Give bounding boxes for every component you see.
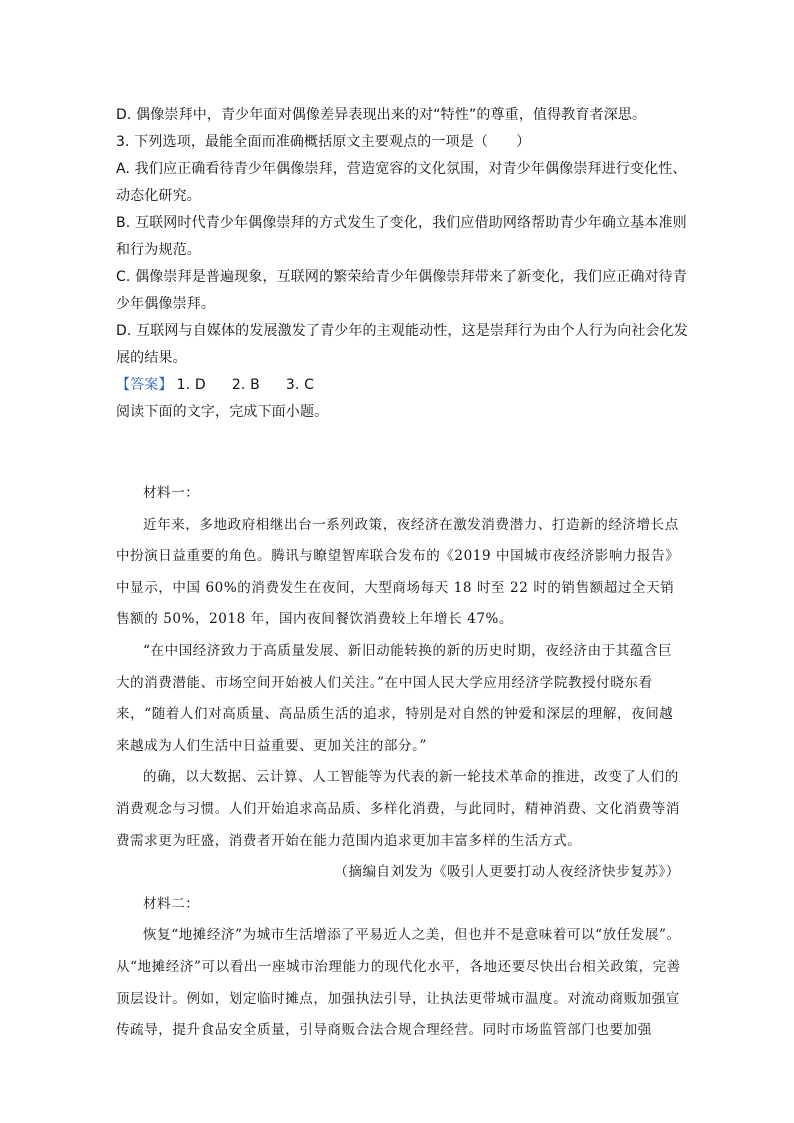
answer-item-1: 1. D xyxy=(176,377,206,393)
reading-materials xyxy=(116,478,684,1047)
material2-paragraph: 恢复“地摊经济”为城市生活增添了平易近人之美，但也并不是意味着可以“放任发展”。从“地摊经济”可以看出一座城市治理能力的现代化水平，各地还要尽快出台相关政策，完善顶层设计。例如，划定临时摊点，加强执法引导，让执法更带城市温度。对流动商贩加强宣传疏导，提升食品安全质量，引导商贩合法合规合理经营。同时市场监管部门也要加强 xyxy=(116,927,681,1039)
material1-paragraph-1: 近年来，多地政府相继出台一系列政策，夜经济在激发消费潜力、打造新的经济增长点中扮演日益重要的角色。腾讯与瞭望智库联合发布的《2019 中国城市夜经济影响力报告》中显示，中国 60%的消费发生在夜间，大型商场每天 18 时至 22 时的销售额超过全天销售额的 50%，2018 年，国内夜间餐饮消费较上年增长 47%。 xyxy=(116,516,680,628)
q3-option-a: A. 我们应正确看待青少年偶像崇拜，营造宽容的文化氛围，对青少年偶像崇拜进行变化性、动态化研究。 xyxy=(116,161,687,204)
material1-label: 材料一： xyxy=(143,485,200,501)
q3-option-b: B. 互联网时代青少年偶像崇拜的方式发生了变化，我们应借助网络帮助青少年确立基本准则和行为规范。 xyxy=(116,215,687,258)
q2-option-d: D. 偶像崇拜中，青少年面对偶像差异表现出来的对“特性”的尊重，值得教育者深思。 xyxy=(116,107,647,123)
material1-paragraph-3: 的确，以大数据、云计算、人工智能等为代表的新一轮技术革命的推进，改变了人们的消费观念与习惯。人们开始追求高品质、多样化消费，与此同时，精神消费、文化消费等消费需求更为旺盛，消费者开始在能力范围内追求更加丰富多样的生活方式。 xyxy=(116,769,680,849)
questions-section xyxy=(116,102,696,426)
material2-label: 材料二： xyxy=(143,895,200,912)
material1-paragraph-2: “在中国经济致力于高质量发展、新旧动能转换的新的历史时期，夜经济由于其蕴含巨大的消费潜能、市场空间开始被人们关注。”在中国人民大学应用经济学院教授付晓东看来，“随着人们对高质量、高品质生活的追求，特别是对自然的钟爱和深层的理解，夜间越来越成为人们生活中日益重要、更加关注的部分。” xyxy=(116,642,674,754)
answer-line xyxy=(116,372,696,399)
q3-option-d: D. 互联网与自媒体的发展激发了青少年的主观能动性，这是崇拜行为由个人行为向社会化发展的结果。 xyxy=(116,323,688,366)
reading-instruction: 阅读下面的文字，完成下面小题。 xyxy=(116,404,329,420)
material1-source: （摘编自刘发为《吸引人更要打动人夜经济快步复苏》） xyxy=(334,864,680,881)
answer-label: 【答案】 xyxy=(116,377,173,393)
q3-option-c: C. 偶像崇拜是普遍现象，互联网的繁荣给青少年偶像崇拜带来了新变化，我们应正确对待青少年偶像崇拜。 xyxy=(116,269,687,312)
answer-item-2: 2. B xyxy=(231,377,260,393)
answer-item-3: 3. C xyxy=(285,377,315,393)
q3-stem: 3. 下列选项，最能全面而准确概括原文主要观点的一项是（ ） xyxy=(116,134,531,150)
